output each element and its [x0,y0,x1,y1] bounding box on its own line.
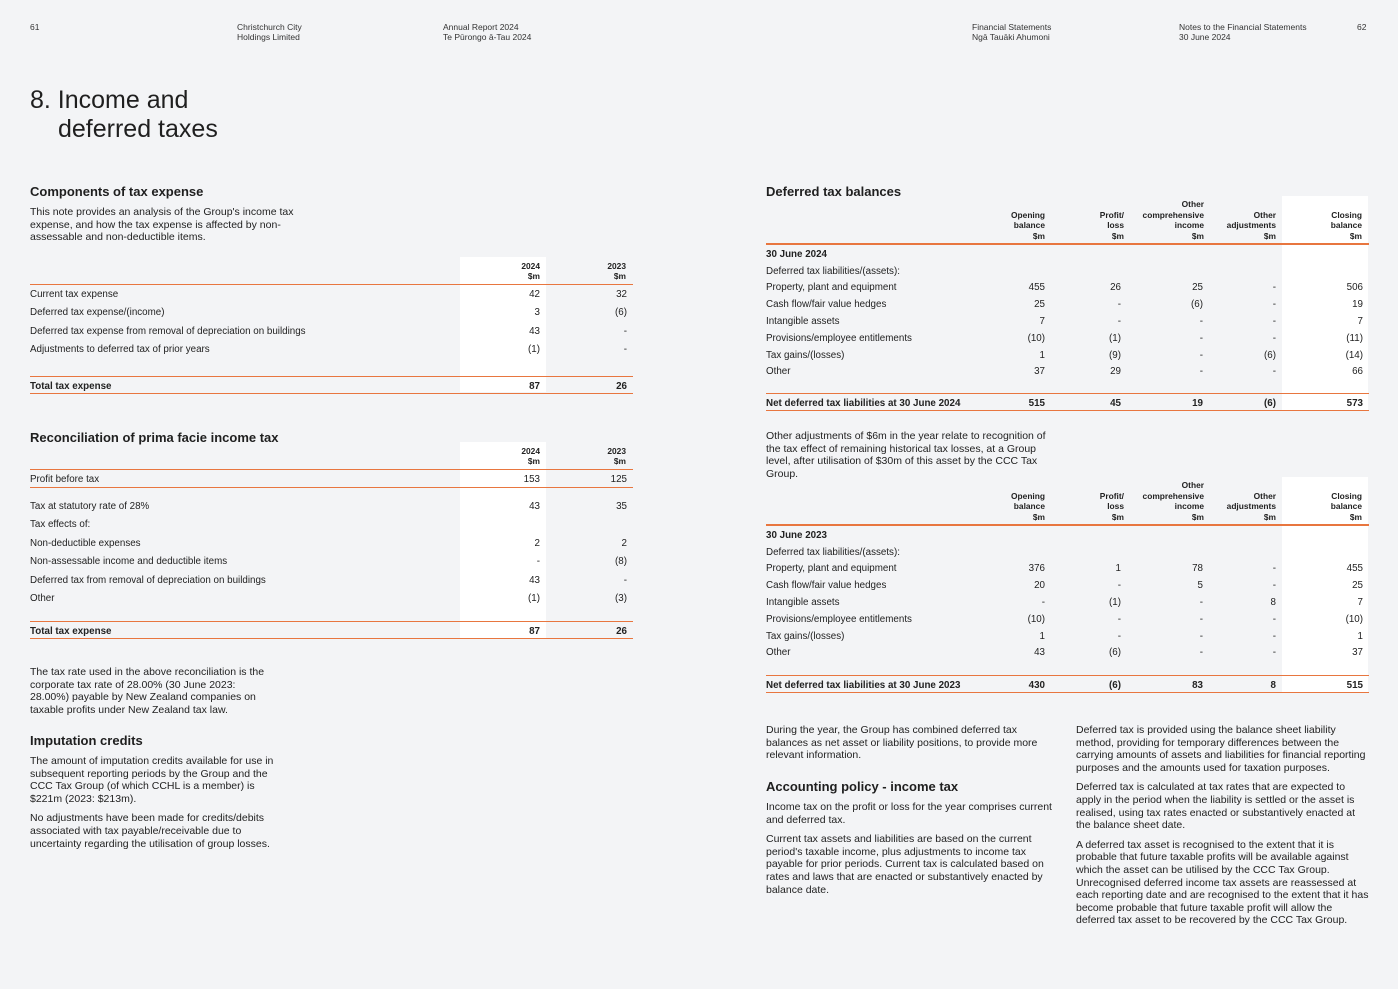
table-row: Net deferred tax liabilities at 30 June 2023 430 (6) 83 8 515 [766,679,1363,691]
other-adjustments-note: Other adjustments of $6m in the year relate to recognition of the tax effect of remaining historical tax losses, at a Group level, after utilisation of $30m of this asset by the CCC Tax Group. [766,430,1046,480]
rule [766,410,1369,411]
column-header-line: Profit/ [1099,209,1124,220]
table-row: Non-deductible expenses 2 2 [30,537,627,549]
column-header-line [955,480,1045,491]
table-row: Total tax expense 87 26 [30,380,627,392]
column-header-line: balance [1330,501,1362,511]
rule [766,243,1369,245]
column-header-line: loss [1107,220,1124,230]
imputation-paragraph: No adjustments have been made for credits/debits associated with tax payable/receivable due to uncertainty regarding the utilisation of group losses. [30,812,270,850]
table-row: Deferred tax expense/(income) 3 (6) [30,307,627,319]
tax-rate-note: The tax rate used in the above reconciliation is the corporate tax rate of 28.00% (30 June 2023: 28.00%) payable by New Zealand companies on taxable profits under New Zealand tax law. [30,666,265,716]
page-title: 8. Income and deferred taxes [30,86,218,143]
column-header-line: Other [1253,490,1276,501]
header-organisation: Christchurch City Holdings Limited [237,22,302,42]
rule [766,524,1369,526]
table-row: Deferred tax expense from removal of depreciation on buildings 43 - [30,325,627,337]
column-header-line [1206,199,1276,210]
policy-text-left [766,801,1056,903]
table-row: Cash flow/fair value hedges 20 - 5 - 25 [766,580,1363,592]
column-header-line: Other [1181,199,1204,209]
deferred-2024-table [766,246,1363,380]
column-header-2023: 2023 $m [607,446,626,466]
column-header-line: adjustments [1226,501,1276,511]
table-row: Other (1) (3) [30,593,627,605]
column-header [1282,480,1362,522]
components-intro: This note provides an analysis of the Group's income tax expense, and how the tax expense is affected by non-assessable and non-deductible items. [30,206,294,244]
policy-heading: Accounting policy - income tax [766,779,959,794]
policy-paragraph: Deferred tax is provided using the balance sheet liability method, providing for temporary differences between the carrying amounts of assets and liabilities for financial reporting purposes and the amounts used for taxation purposes. [1076,724,1366,774]
table-row: Tax at statutory rate of 28% 43 35 [30,500,627,512]
column-header [955,199,1045,241]
column-header-line: balance [1330,220,1362,230]
column-header-line: $m [1349,230,1362,241]
table-row: Non-assessable income and deductible items - (8) [30,556,627,568]
column-header-line [1282,199,1362,210]
imputation-paragraph: The amount of imputation credits available for use in subsequent reporting periods by the Group and the CCC Tax Group (of which CCHL is a member) is $221m (2023: $213m). [30,755,274,805]
column-header-line: $m [1191,230,1204,241]
column-header [1114,480,1204,522]
column-header-line [1282,480,1362,491]
table-row: Property, plant and equipment 376 1 78 - 455 [766,563,1363,575]
column-header-line: $m [1111,511,1124,522]
column-header-line: Other [1253,209,1276,220]
rule [766,692,1369,693]
table-row: Intangible assets - (1) - 8 7 [766,597,1363,609]
table-row: Profit before tax 153 125 [30,473,627,485]
table-row: Net deferred tax liabilities at 30 June 2024 515 45 19 (6) 573 [766,397,1363,409]
column-header-line: $m [1032,230,1045,241]
table-row: Intangible assets 7 - - - 7 [766,316,1363,328]
table-row: Deferred tax liabilities/(assets): [766,546,900,558]
page-number-right: 62 [1357,22,1367,32]
column-header-line: $m [1032,511,1045,522]
column-header-2024: 2024 $m [521,446,540,466]
table-row: Adjustments to deferred tax of prior years (1) - [30,344,627,356]
column-header-line: Other [1181,480,1204,490]
page-number-left: 61 [30,22,40,32]
column-header-line: adjustments [1226,220,1276,230]
profit-before-tax-row [30,470,627,489]
table-row: Other 43 (6) - - 37 [766,647,1363,659]
rule [30,487,633,488]
table-row: Tax gains/(losses) 1 (9) - (6) (14) [766,349,1363,361]
table-row: Provisions/employee entitlements (10) (1) - - (11) [766,332,1363,344]
table-row: Total tax expense 87 26 [30,625,627,637]
column-header-line [1206,480,1276,491]
column-header-line: comprehensive [1142,209,1204,220]
column-header-line: $m [1263,230,1276,241]
column-header-line: $m [1349,511,1362,522]
column-header [1206,199,1276,241]
reconciliation-table [30,497,627,608]
column-header-line: Opening [1011,490,1045,501]
table-row: 30 June 2024 [766,248,828,260]
column-header-line: Closing [1331,490,1362,501]
policy-paragraph: Deferred tax is calculated at tax rates that are expected to apply in the period when the liability is settled or the asset is realised, using tax rates enacted or substantively enacted at the balance sheet date. [1076,781,1355,832]
header-section: Financial Statements Ngā Tauāki Ahumoni [972,22,1052,42]
table-row: Tax gains/(losses) 1 - - - 1 [766,630,1363,642]
table-row: Other 37 29 - - 66 [766,366,1363,378]
policy-text-right [1076,724,1370,934]
table-row: Provisions/employee entitlements (10) - - - (10) [766,613,1363,625]
column-header [955,480,1045,522]
imputation-heading: Imputation credits [30,733,143,748]
table-row: Deferred tax liabilities/(assets): [766,265,900,277]
column-header-line: Closing [1331,209,1362,220]
column-header-line: balance [1013,220,1045,230]
column-header-line: income [1174,501,1204,511]
column-header-line [955,199,1045,210]
reconciliation-heading: Reconciliation of prima facie income tax [30,430,279,445]
components-table [30,285,627,359]
imputation-text [30,755,275,857]
column-header [1282,199,1362,241]
components-heading: Components of tax expense [30,184,204,199]
policy-paragraph: Income tax on the profit or loss for the year comprises current and deferred tax. [766,801,1052,826]
table-row: 30 June 2023 [766,529,828,541]
table-row: Current tax expense 42 32 [30,288,627,300]
rule [30,638,633,639]
table-row: Property, plant and equipment 455 26 25 - 506 [766,282,1363,294]
policy-paragraph: A deferred tax asset is recognised to the extent that it is probable that future taxable profits will be available against which the asset can be utilised by the CCC Tax Group. Unrecognised deferred income tax assets are reassessed at each reporting date and are recognised to the extent that it has become probable that future taxable profit will allow the deferred tax asset to be recovered by the CCC Tax Group. [1076,838,1369,927]
column-header-line: income [1174,220,1204,230]
rule [30,393,633,394]
column-header-2024: 2024 $m [521,261,540,281]
column-header-line: Profit/ [1099,490,1124,501]
table-row: Deferred tax from removal of depreciation on buildings 43 - [30,574,627,586]
column-header-line: $m [1263,511,1276,522]
column-header-line: $m [1191,511,1204,522]
deferred-2023-table [766,527,1363,661]
column-header-line: Opening [1011,209,1045,220]
column-header-line: balance [1013,501,1045,511]
policy-paragraph: Current tax assets and liabilities are based on the current period's taxable income, plus adjustments to income tax payable for prior periods. Current tax is calculated based on rates and laws that are enacted or substantively enacted by balance date. [766,833,1044,896]
column-header-2023: 2023 $m [607,261,626,281]
column-header [1206,480,1276,522]
combined-note: During the year, the Group has combined deferred tax balances as net asset or liability positions, to provide more relevant information. [766,724,1038,762]
header-report: Annual Report 2024 Te Pūrongo ā-Tau 2024 [443,22,532,42]
table-row: Cash flow/fair value hedges 25 - (6) - 19 [766,299,1363,311]
column-header-line: comprehensive [1142,490,1204,501]
table-row: Tax effects of: [30,519,91,531]
column-header-line: loss [1107,501,1124,511]
header-notes: Notes to the Financial Statements 30 June 2024 [1179,22,1307,42]
column-header [1114,199,1204,241]
column-header-line: $m [1111,230,1124,241]
deferred-heading: Deferred tax balances [766,184,902,199]
